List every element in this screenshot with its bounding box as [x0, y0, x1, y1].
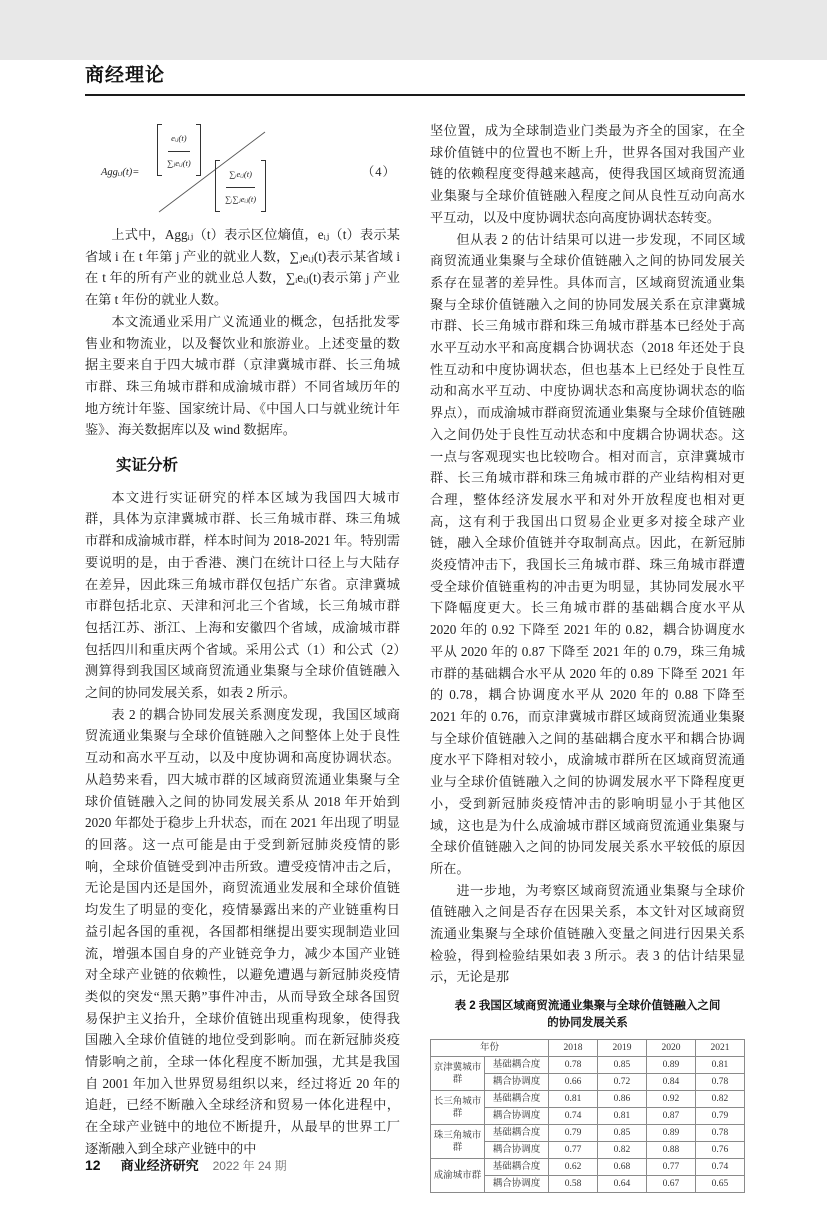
- cell-value: 0.76: [695, 1142, 744, 1159]
- table-2-title-line2: 的协同发展关系: [547, 1017, 628, 1030]
- section-heading-empirical-analysis: 实证分析: [116, 457, 179, 475]
- metric-label: 基础耦合度: [485, 1125, 549, 1142]
- table-header-2020: 2020: [646, 1040, 695, 1057]
- paragraph-causality-test: 进一步地，为考察区域商贸流通业集聚与全球价值链融入之间是否存在因果关系，本文针对区域商贸流通业集聚与全球价值链融入变量之间进行因果关系检验，得到检验结果如表 3 所示。表 3 的估计结果显示，无论是那: [430, 882, 745, 985]
- right-column: [430, 120, 745, 1193]
- metric-label: 耦合协调度: [485, 1108, 549, 1125]
- equation-number: （4）: [361, 165, 396, 179]
- section-header-title: 商经理论: [85, 65, 166, 86]
- cell-value: 0.77: [646, 1159, 695, 1176]
- paragraph-sample-region: 本文进行实证研究的样本区域为我国四大城市群，具体为京津冀城市群、长三角城市群、珠三角城市群和成渝城市群，样本时间为 2018-2021 年。特别需要说明的是，由于香港、澳门在统计口径上与大陆存在差异，因此珠三角城市群仅包括广东省。京津冀城市群包括北京、天津和河北三个省域，长三角城市群包括江苏、浙江、上海和安徽四个省域，成渝城市群包括四川和重庆两个省域。采用公式（1）和公式（2）测算得到我国区域商贸流通业集聚与全球价值链融入之间的协同发展关系，如表 2 所示。: [85, 489, 400, 701]
- paragraph-regional-differences: 但从表 2 的估计结果可以进一步发现，不同区域商贸流通业集聚与全球价值链融入之间的协同发展关系存在显著的差异性。具体而言，区域商贸流通业集聚与全球价值链融入之间的协同发展关系在京津冀城市群、长三角城市群和珠三角城市群基本已经处于高水平互动水平和高度耦合协调状态（2018 年还处于良性互动和中度协调状态，但也基本上已经处于良性互动和高水平互动、中度协调状态和高度协调状态的临界点），而成渝城市群商贸流通业集聚与全球价值链融入之间仍处于良性互动状态和中度耦合协调状态。这一点与客观现实也比较吻合。相对而言，京津冀城市群、长三角城市群和珠三角城市群的产业结构相对更合理，整体经济发展水平和对外开放程度也相对更高，这有利于我国出口贸易企业更多对接全球产业链，融入全球价值链并夺取制高点。因此，在新冠肺炎疫情冲击下，我国长三角城市群、珠三角城市群遭受全球价值链重构的冲击更为明显，其协同发展水平下降幅度更大。长三角城市群的基础耦合度水平从 2020 年的 0.92 下降至 2021 年的 0.82，耦合协调度水平从 2020 年的 0.87 下降至 2021 年的 0.79，珠三角城市群的基础耦合水平从 2020 年的 0.89 下降至 2021 年的 0.78，耦合协调度水平从 2020 年的 0.88 下降至 2021 年的 0.76，而京津冀城市群区域商贸流通业集聚与全球价值链融入之间的基础耦合度水平和耦合协调度水平下降相对较小，成渝城市群所在区域商贸流通业与全球价值链融入之间的协调发展水平下降程度更小，受到新冠肺炎疫情冲击的影响明显小于其他区域，这也是为什么成渝城市群区域商贸流通业集聚与全球价值链融入之间的协同发展关系水平较低的原因所在。: [430, 231, 745, 876]
- upper-denominator: ∑ⱼeᵢⱼ(t): [167, 157, 191, 168]
- cell-value: 0.65: [695, 1176, 744, 1193]
- paragraph-variable-definitions: 上式中，Aggᵢⱼ（t）表示区位熵值，eᵢⱼ（t）表示某省域 i 在 t 年第 j 产业的就业人数，∑ⱼeᵢⱼ(t)表示某省域 i 在 t 年的所有产业的就业总人数，∑ᵢeᵢⱼ(t)表示第 j 产业在第 t 年份的就业人数。: [85, 227, 400, 308]
- metric-label: 耦合协调度: [485, 1142, 549, 1159]
- cell-value: 0.87: [646, 1108, 695, 1125]
- lower-denominator: ∑ᵢ∑ⱼeᵢⱼ(t): [225, 193, 257, 204]
- cell-value: 0.78: [695, 1074, 744, 1091]
- issue-label: 2022 年 24 期: [212, 1159, 287, 1173]
- cell-value: 0.85: [598, 1057, 647, 1074]
- table-row: [431, 1159, 745, 1176]
- equation-4: [85, 124, 400, 216]
- cell-value: 0.79: [549, 1125, 598, 1142]
- paragraph-coupling-results: 表 2 的耦合协同发展关系测度发现，我国区域商贸流通业集聚与全球价值链融入之间整体上处于良性互动和高水平互动，以及中度协调和高度协调状态。从趋势来看，四大城市群的区域商贸流通业集聚与全球价值链融入之间的协同发展关系从 2018 年开始到 2020 年都处于稳步上升状态，而在 2021 年出现了明显的回落。这一点可能是由于受到新冠肺炎疫情的影响，全球价值链受到冲击所致。遭受疫情冲击之后，无论是国内还是国外，商贸流通业发展和全球价值链均发生了明显的变化，疫情暴露出来的产业链重构日益引起各国的重视，各国都相继提出要实现制造业回流，增强本国自身的产业链竞争力，减少本国产业链对全球产业链的依赖性，以避免遭遇与新冠肺炎疫情类似的突发“黑天鹅”事件冲击，从而导致全球各国贸易保护主义抬升，全球价值链出现重构现象，使得我国融入全球价值链的地位受到影响。而在新冠肺炎疫情影响之前，全球一体化程度不断加强，尤其是我国自 2001 年加入世界贸易组织以来，经过将近 20 年的追赶，已经不断融入全球经济和贸易一体化进程中，在全球产业链中的地位不断提升，从最早的世界工厂逐渐融入到全球产业链中的中: [85, 706, 400, 1156]
- table-header-row: [431, 1040, 745, 1057]
- table-row: [431, 1125, 745, 1142]
- paragraph-data-sources: 本文流通业采用广义流通业的概念，包括批发零售业和物流业，以及餐饮业和旅游业。上述变量的数据主要来自于四大城市群（京津冀城市群、长三角城市群、珠三角城市群和成渝城市群）不同省域历年的地方统计年鉴、国家统计局、《中国人口与就业统计年鉴》、海关数据库以及 wind 数据库。: [85, 313, 400, 438]
- metric-label: 基础耦合度: [485, 1091, 549, 1108]
- cell-value: 0.74: [695, 1159, 744, 1176]
- left-column: [85, 120, 400, 1193]
- table-header-2018: 2018: [549, 1040, 598, 1057]
- group-chengyu: 成渝城市群: [431, 1159, 485, 1193]
- cell-value: 0.81: [549, 1091, 598, 1108]
- cell-value: 0.81: [598, 1108, 647, 1125]
- section-header: [85, 60, 745, 96]
- cell-value: 0.78: [695, 1125, 744, 1142]
- group-zhusanjiao: 珠三角城市群: [431, 1125, 485, 1159]
- metric-label: 耦合协调度: [485, 1176, 549, 1193]
- table-header-2019: 2019: [598, 1040, 647, 1057]
- cell-value: 0.79: [695, 1108, 744, 1125]
- cell-value: 0.84: [646, 1074, 695, 1091]
- lower-numerator: ∑ᵢeᵢⱼ(t): [226, 164, 255, 188]
- journal-page: [0, 60, 827, 1220]
- cell-value: 0.64: [598, 1176, 647, 1193]
- cell-value: 0.85: [598, 1125, 647, 1142]
- group-jingjinji: 京津冀城市群: [431, 1057, 485, 1091]
- cell-value: 0.92: [646, 1091, 695, 1108]
- metric-label: 基础耦合度: [485, 1159, 549, 1176]
- cell-value: 0.89: [646, 1125, 695, 1142]
- table-header-year: 年份: [431, 1040, 549, 1057]
- upper-numerator: eᵢⱼ(t): [168, 128, 189, 152]
- cell-value: 0.62: [549, 1159, 598, 1176]
- cell-value: 0.74: [549, 1108, 598, 1125]
- table-row: [431, 1091, 745, 1108]
- cell-value: 0.78: [549, 1057, 598, 1074]
- table-header-2021: 2021: [695, 1040, 744, 1057]
- cell-value: 0.77: [549, 1142, 598, 1159]
- table-2: [430, 1039, 745, 1193]
- cell-value: 0.66: [549, 1074, 598, 1091]
- table-2-title: [436, 998, 739, 1032]
- journal-name: 商业经济研究: [120, 1158, 199, 1173]
- cell-value: 0.88: [646, 1142, 695, 1159]
- cell-value: 0.81: [695, 1057, 744, 1074]
- page-number: 12: [85, 1157, 101, 1173]
- cell-value: 0.86: [598, 1091, 647, 1108]
- two-column-layout: [85, 120, 745, 1193]
- table-row: [431, 1057, 745, 1074]
- cell-value: 0.82: [695, 1091, 744, 1108]
- cell-value: 0.72: [598, 1074, 647, 1091]
- cell-value: 0.89: [646, 1057, 695, 1074]
- group-changsanjiao: 长三角城市群: [431, 1091, 485, 1125]
- equation-lhs: Aggᵢⱼ(t)=: [101, 167, 140, 178]
- metric-label: 基础耦合度: [485, 1057, 549, 1074]
- cell-value: 0.68: [598, 1159, 647, 1176]
- paragraph-continuation: 坚位置，成为全球制造业门类最为齐全的国家，在全球价值链中的位置也不断上升，世界各国对我国产业链的依赖程度变得越来越高，使得我国区域商贸流通业集聚与全球价值链融入程度之间从良性互动向高水平互动，以及中度协调状态向高度协调状态转变。: [430, 123, 745, 225]
- table-2-title-line1: 表 2 我国区域商贸流通业集聚与全球价值链融入之间: [454, 1000, 721, 1013]
- cell-value: 0.58: [549, 1176, 598, 1193]
- cell-value: 0.82: [598, 1142, 647, 1159]
- cell-value: 0.67: [646, 1176, 695, 1193]
- metric-label: 耦合协调度: [485, 1074, 549, 1091]
- page-footer: [85, 1155, 287, 1174]
- equation-lower-fraction: [215, 160, 266, 212]
